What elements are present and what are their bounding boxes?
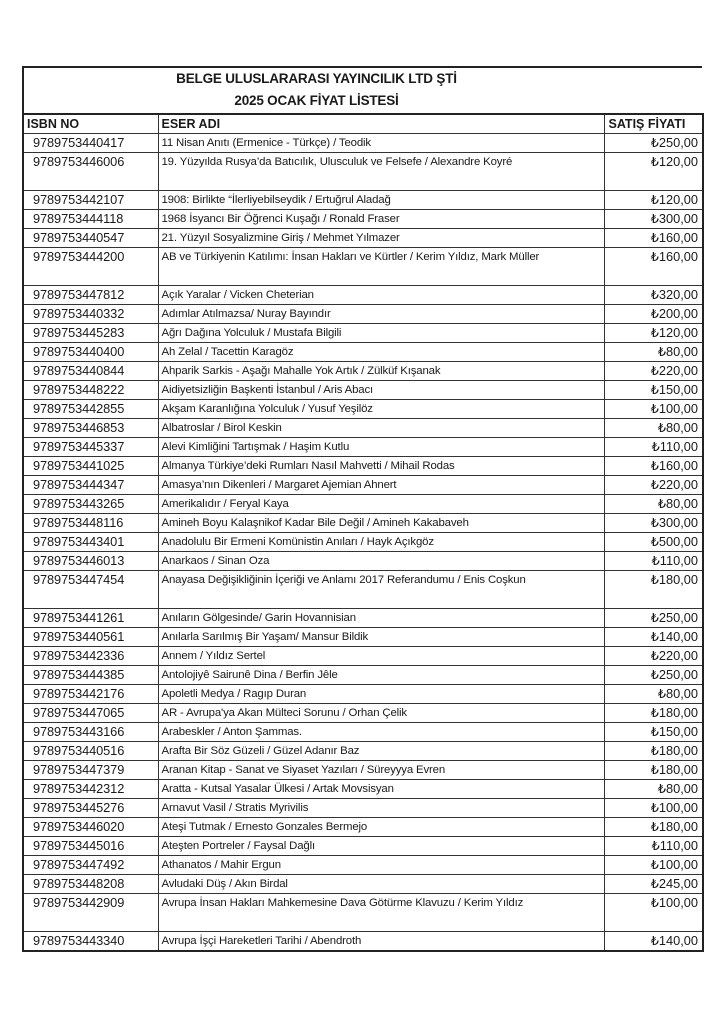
price-cell: ₺160,00 <box>604 457 703 476</box>
table-row <box>23 134 703 153</box>
title-cell: Alevi Kimliğini Tartışmak / Haşim Kutlu <box>158 438 604 457</box>
isbn-cell: 9789753447065 <box>23 704 158 723</box>
isbn-cell: 9789753445283 <box>23 324 158 343</box>
price-cell: ₺180,00 <box>604 761 703 780</box>
table-row <box>23 647 703 666</box>
isbn-cell: 9789753448208 <box>23 875 158 894</box>
price-cell: ₺160,00 <box>604 248 703 286</box>
title-cell: Almanya Türkiye’deki Rumları Nasıl Mahvetti / Mihail Rodas <box>158 457 604 476</box>
table-row <box>23 400 703 419</box>
title-cell: Anayasa Değişikliğinin İçeriği ve Anlamı 2017 Referandumu / Enis Coşkun <box>158 571 604 609</box>
document-title: 2025 OCAK FİYAT LİSTESİ <box>234 93 399 108</box>
table-row <box>23 875 703 894</box>
price-cell: ₺180,00 <box>604 571 703 609</box>
title-cell: Apoletli Medya / Ragıp Duran <box>158 685 604 704</box>
table-row <box>23 571 703 609</box>
title-cell: AR - Avrupa'ya Akan Mülteci Sorunu / Orhan Çelik <box>158 704 604 723</box>
title-cell: 19. Yüzyılda Rusya’da Batıcılık, Ulusculuk ve Felsefe / Alexandre Koyré <box>158 153 604 191</box>
table-row <box>23 381 703 400</box>
table-row <box>23 362 703 381</box>
table-row <box>23 742 703 761</box>
title-cell: Ağrı Dağına Yolculuk / Mustafa Bilgili <box>158 324 604 343</box>
isbn-cell: 9789753440547 <box>23 229 158 248</box>
price-cell: ₺100,00 <box>604 856 703 875</box>
title-cell: 1908: Birlikte “İlerliyebilseydik / Ertuğrul Aladağ <box>158 191 604 210</box>
price-cell: ₺300,00 <box>604 514 703 533</box>
table-row <box>23 818 703 837</box>
price-cell: ₺110,00 <box>604 552 703 571</box>
table-row <box>23 305 703 324</box>
table-row <box>23 723 703 742</box>
title-cell: Aranan Kitap - Sanat ve Siyaset Yazıları / Süreyyya Evren <box>158 761 604 780</box>
title-cell: Arafta Bir Söz Güzeli / Güzel Adanır Baz <box>158 742 604 761</box>
table-row <box>23 780 703 799</box>
title-cell: 21. Yüzyıl Sosyalizmine Giriş / Mehmet Yılmazer <box>158 229 604 248</box>
table-row <box>23 324 703 343</box>
isbn-cell: 9789753443401 <box>23 533 158 552</box>
table-row <box>23 932 703 952</box>
column-header-title: ESER ADI <box>158 114 604 134</box>
table-row <box>23 704 703 723</box>
isbn-cell: 9789753444385 <box>23 666 158 685</box>
price-cell: ₺300,00 <box>604 210 703 229</box>
table-row <box>23 210 703 229</box>
price-cell: ₺80,00 <box>604 685 703 704</box>
table-row <box>23 514 703 533</box>
isbn-cell: 9789753444118 <box>23 210 158 229</box>
isbn-cell: 9789753440516 <box>23 742 158 761</box>
title-cell: Arabeskler / Anton Şammas. <box>158 723 604 742</box>
price-cell: ₺160,00 <box>604 229 703 248</box>
price-cell: ₺80,00 <box>604 495 703 514</box>
title-cell: Avludaki Düş / Akın Birdal <box>158 875 604 894</box>
price-cell: ₺80,00 <box>604 419 703 438</box>
table-row <box>23 476 703 495</box>
isbn-cell: 9789753448116 <box>23 514 158 533</box>
price-cell: ₺220,00 <box>604 647 703 666</box>
table-row <box>23 894 703 932</box>
isbn-cell: 9789753442336 <box>23 647 158 666</box>
table-row <box>23 153 703 191</box>
table-row <box>23 666 703 685</box>
table-row <box>23 628 703 647</box>
price-cell: ₺200,00 <box>604 305 703 324</box>
price-cell: ₺180,00 <box>604 704 703 723</box>
title-cell: Anadolulu Bir Ermeni Komünistin Anıları / Hayk Açıkgöz <box>158 533 604 552</box>
isbn-cell: 9789753445016 <box>23 837 158 856</box>
isbn-cell: 9789753446853 <box>23 419 158 438</box>
isbn-cell: 9789753444347 <box>23 476 158 495</box>
title-cell: Amineh Boyu Kalaşnikof Kadar Bile Değil / Amineh Kakabaveh <box>158 514 604 533</box>
isbn-cell: 9789753443340 <box>23 932 158 952</box>
isbn-cell: 9789753447812 <box>23 286 158 305</box>
price-cell: ₺120,00 <box>604 191 703 210</box>
isbn-cell: 9789753443265 <box>23 495 158 514</box>
table-row <box>23 191 703 210</box>
price-list-document <box>22 66 702 952</box>
isbn-cell: 9789753442107 <box>23 191 158 210</box>
isbn-cell: 9789753446006 <box>23 153 158 191</box>
table-row <box>23 343 703 362</box>
title-cell: 1968 İsyancı Bir Öğrenci Kuşağı / Ronald Fraser <box>158 210 604 229</box>
table-row <box>23 248 703 286</box>
table-row <box>23 685 703 704</box>
column-header-price: SATIŞ FİYATI <box>604 114 703 134</box>
isbn-cell: 9789753442855 <box>23 400 158 419</box>
title-cell: Aratta - Kutsal Yasalar Ülkesi / Artak Movsisyan <box>158 780 604 799</box>
table-row <box>23 856 703 875</box>
title-cell: AB ve Türkiyenin Katılımı: İnsan Hakları ve Kürtler / Kerim Yıldız, Mark Müller <box>158 248 604 286</box>
title-cell: Adımlar Atılmazsa/ Nuray Bayındır <box>158 305 604 324</box>
title-cell: Açık Yaralar / Vicken Cheterian <box>158 286 604 305</box>
table-row <box>23 761 703 780</box>
price-cell: ₺120,00 <box>604 324 703 343</box>
price-cell: ₺150,00 <box>604 381 703 400</box>
price-cell: ₺250,00 <box>604 134 703 153</box>
isbn-cell: 9789753441025 <box>23 457 158 476</box>
price-cell: ₺180,00 <box>604 818 703 837</box>
price-cell: ₺245,00 <box>604 875 703 894</box>
price-cell: ₺80,00 <box>604 780 703 799</box>
title-cell: 11 Nisan Anıtı (Ermenice - Türkçe) / Teodik <box>158 134 604 153</box>
table-row <box>23 438 703 457</box>
table-row <box>23 419 703 438</box>
price-cell: ₺250,00 <box>604 666 703 685</box>
price-cell: ₺100,00 <box>604 400 703 419</box>
table-row <box>23 552 703 571</box>
title-cell: Ah Zelal / Tacettin Karagöz <box>158 343 604 362</box>
title-cell: Athanatos / Mahir Ergun <box>158 856 604 875</box>
isbn-cell: 9789753446013 <box>23 552 158 571</box>
company-name: BELGE ULUSLARARASI YAYINCILIK LTD ŞTİ <box>176 71 457 86</box>
title-cell: Ateşi Tutmak / Ernesto Gonzales Bermejo <box>158 818 604 837</box>
price-cell: ₺140,00 <box>604 628 703 647</box>
price-cell: ₺120,00 <box>604 153 703 191</box>
title-cell: Amerikalıdır / Feryal Kaya <box>158 495 604 514</box>
isbn-cell: 9789753445276 <box>23 799 158 818</box>
table-row <box>23 837 703 856</box>
title-cell: Albatroslar / Birol Keskin <box>158 419 604 438</box>
title-cell: Aidiyetsizliğin Başkenti İstanbul / Aris Abacı <box>158 381 604 400</box>
isbn-cell: 9789753442312 <box>23 780 158 799</box>
isbn-cell: 9789753443166 <box>23 723 158 742</box>
title-cell: Antolojiyê Sairunê Dina / Berfin Jêle <box>158 666 604 685</box>
column-header-isbn: ISBN NO <box>23 114 158 134</box>
isbn-cell: 9789753446020 <box>23 818 158 837</box>
price-cell: ₺110,00 <box>604 438 703 457</box>
title-cell: Anıların Gölgesinde/ Garin Hovannisian <box>158 609 604 628</box>
table-row <box>23 495 703 514</box>
title-cell: Annem / Yıldız Sertel <box>158 647 604 666</box>
table-row <box>23 229 703 248</box>
isbn-cell: 9789753444200 <box>23 248 158 286</box>
title-cell: Ahparik Sarkis - Aşağı Mahalle Yok Artık / Zülküf Kışanak <box>158 362 604 381</box>
price-cell: ₺80,00 <box>604 343 703 362</box>
isbn-cell: 9789753440400 <box>23 343 158 362</box>
isbn-cell: 9789753440844 <box>23 362 158 381</box>
title-cell: Anarkaos / Sinan Oza <box>158 552 604 571</box>
table-header-row <box>23 114 703 134</box>
isbn-cell: 9789753440332 <box>23 305 158 324</box>
price-cell: ₺250,00 <box>604 609 703 628</box>
title-cell: Arnavut Vasil / Stratis Myrivilis <box>158 799 604 818</box>
table-row <box>23 286 703 305</box>
table-row <box>23 457 703 476</box>
price-cell: ₺220,00 <box>604 362 703 381</box>
title-cell: Anılarla Sarılmış Bir Yaşam/ Mansur Bildik <box>158 628 604 647</box>
isbn-cell: 9789753442176 <box>23 685 158 704</box>
title-cell: Amasya’nın Dikenleri / Margaret Ajemian Ahnert <box>158 476 604 495</box>
title-cell: Avrupa İşçi Hareketleri Tarihi / Abendroth <box>158 932 604 952</box>
isbn-cell: 9789753440417 <box>23 134 158 153</box>
isbn-cell: 9789753442909 <box>23 894 158 932</box>
title-block <box>22 66 702 113</box>
price-table <box>22 113 704 952</box>
table-row <box>23 609 703 628</box>
price-cell: ₺320,00 <box>604 286 703 305</box>
isbn-cell: 9789753447379 <box>23 761 158 780</box>
price-cell: ₺500,00 <box>604 533 703 552</box>
price-cell: ₺180,00 <box>604 742 703 761</box>
isbn-cell: 9789753441261 <box>23 609 158 628</box>
title-cell: Ateşten Portreler / Faysal Dağlı <box>158 837 604 856</box>
isbn-cell: 9789753447454 <box>23 571 158 609</box>
isbn-cell: 9789753448222 <box>23 381 158 400</box>
price-cell: ₺150,00 <box>604 723 703 742</box>
price-cell: ₺100,00 <box>604 799 703 818</box>
table-row <box>23 799 703 818</box>
title-cell: Akşam Karanlığına Yolculuk / Yusuf Yeşilöz <box>158 400 604 419</box>
table-body <box>23 134 703 952</box>
isbn-cell: 9789753440561 <box>23 628 158 647</box>
title-cell: Avrupa İnsan Hakları Mahkemesine Dava Götürme Klavuzu / Kerim Yıldız <box>158 894 604 932</box>
price-cell: ₺220,00 <box>604 476 703 495</box>
price-cell: ₺100,00 <box>604 894 703 932</box>
table-row <box>23 533 703 552</box>
price-cell: ₺140,00 <box>604 932 703 952</box>
isbn-cell: 9789753447492 <box>23 856 158 875</box>
isbn-cell: 9789753445337 <box>23 438 158 457</box>
price-cell: ₺110,00 <box>604 837 703 856</box>
